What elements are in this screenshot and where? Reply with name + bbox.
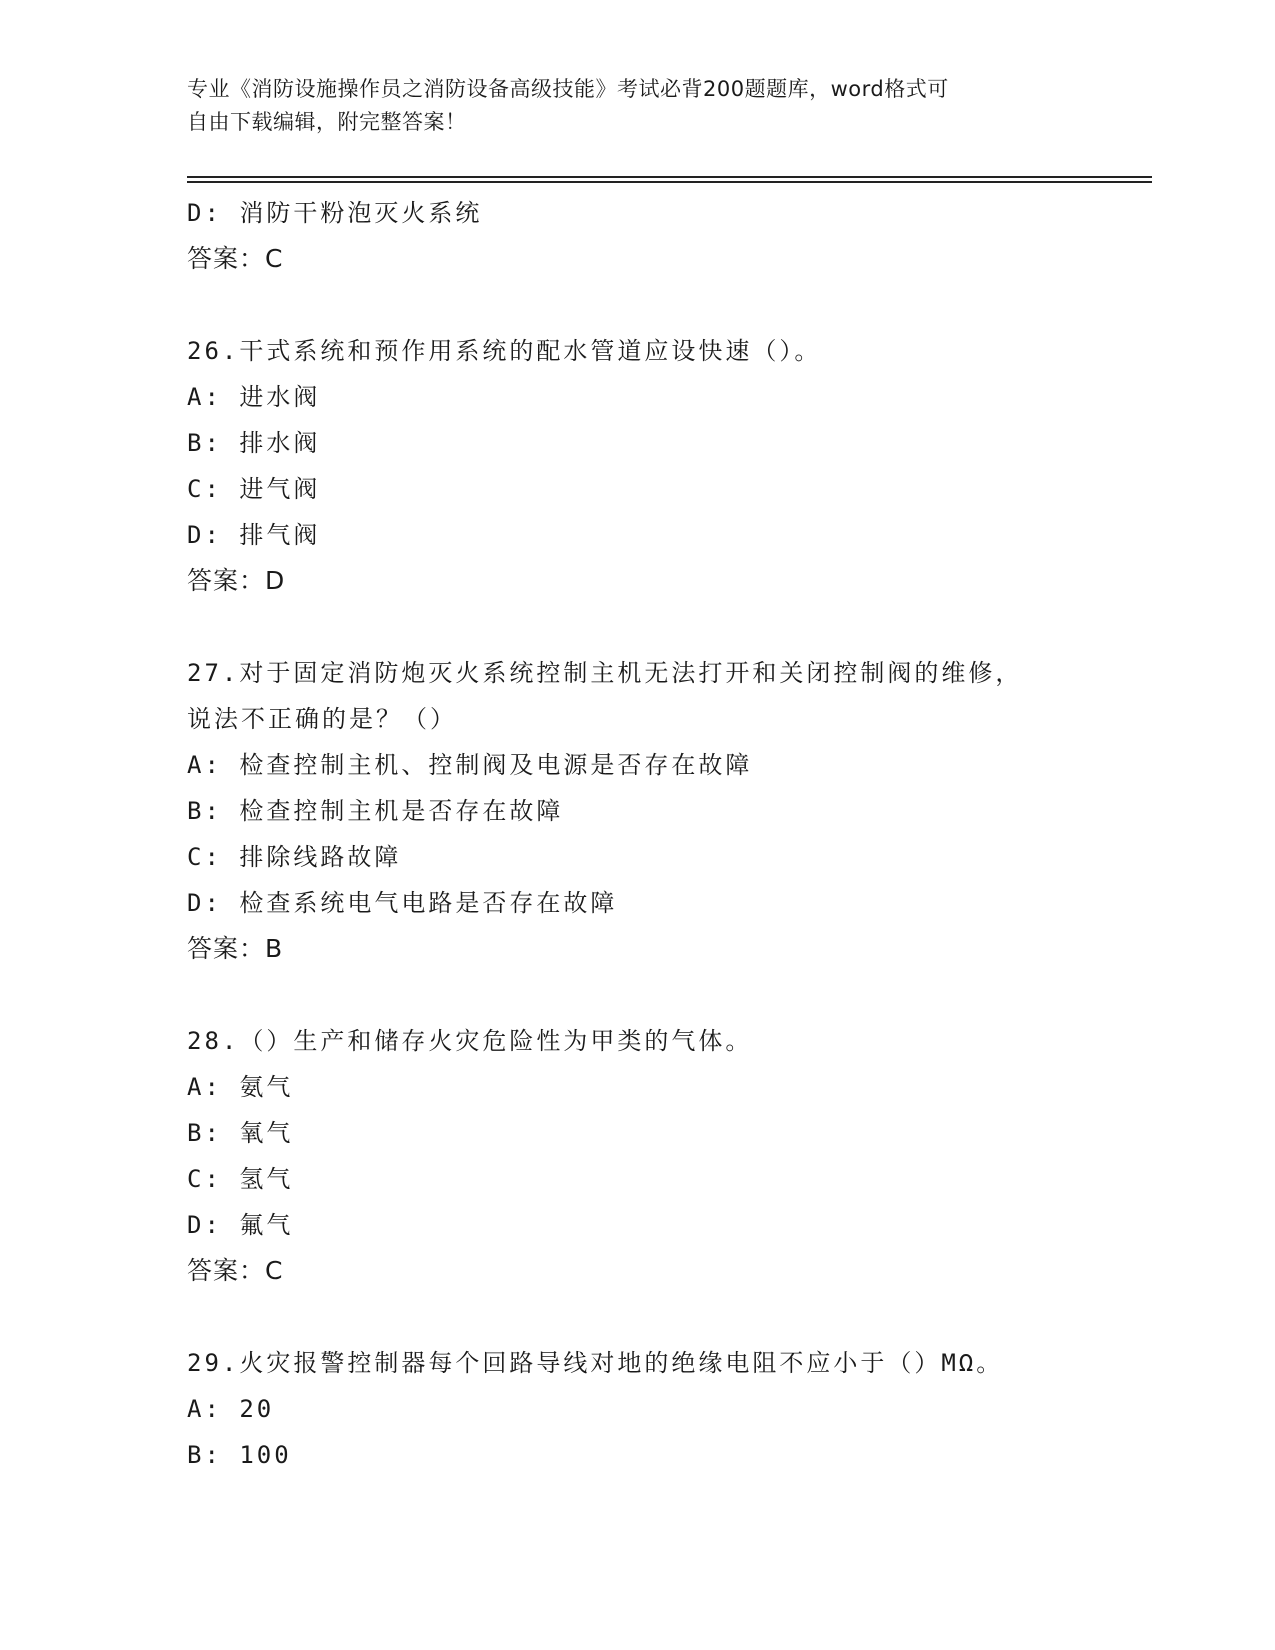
answer-line: 答案：C [187,244,284,273]
option-c: C: 排除线路故障 [187,843,402,871]
option-d: D: 消防干粉泡灭火系统 [187,199,483,227]
option-a: A: 20 [187,1395,275,1423]
option-a: A: 进水阀 [187,383,321,411]
answer-line: 答案：B [187,934,284,963]
option-a: A: 氨气 [187,1073,294,1101]
option-b: B: 氧气 [187,1119,294,1147]
question-item [187,1018,1147,1294]
option-c: C: 进气阀 [187,475,321,503]
option-d: D: 排气阀 [187,521,321,549]
question-stem: 28.（）生产和储存火灾危险性为甲类的气体。 [187,1027,753,1055]
question-item [187,328,1147,604]
question-item [187,190,1147,282]
option-b: B: 检查控制主机是否存在故障 [187,797,564,825]
option-b: B: 排水阀 [187,429,321,457]
question-item [187,650,1147,972]
option-b: B: 100 [187,1441,292,1469]
answer-line: 答案：C [187,1256,284,1285]
option-d: D: 检查系统电气电路是否存在故障 [187,889,618,917]
header-rule-bottom [187,181,1152,183]
question-stem-continued: 说法不正确的是？（） [187,705,457,733]
option-a: A: 检查控制主机、控制阀及电源是否存在故障 [187,751,753,779]
answer-line: 答案：D [187,566,286,595]
question-item [187,1340,1147,1478]
question-stem: 29.火灾报警控制器每个回路导线对地的绝缘电阻不应小于（）MΩ。 [187,1349,1004,1377]
question-stem: 27.对于固定消防炮灭火系统控制主机无法打开和关闭控制阀的维修， [187,659,1023,687]
header-rule-top [187,176,1152,178]
header-line-2: 自由下载编辑，附完整答案！ [187,110,467,134]
document-header [187,73,1087,139]
question-stem: 26.干式系统和预作用系统的配水管道应设快速（）。 [187,337,822,365]
option-d: D: 氟气 [187,1211,294,1239]
header-line-1: 专业《消防设施操作员之消防设备高级技能》考试必背200题题库，word格式可 [187,77,949,101]
question-list [187,190,1147,1478]
option-c: C: 氢气 [187,1165,294,1193]
